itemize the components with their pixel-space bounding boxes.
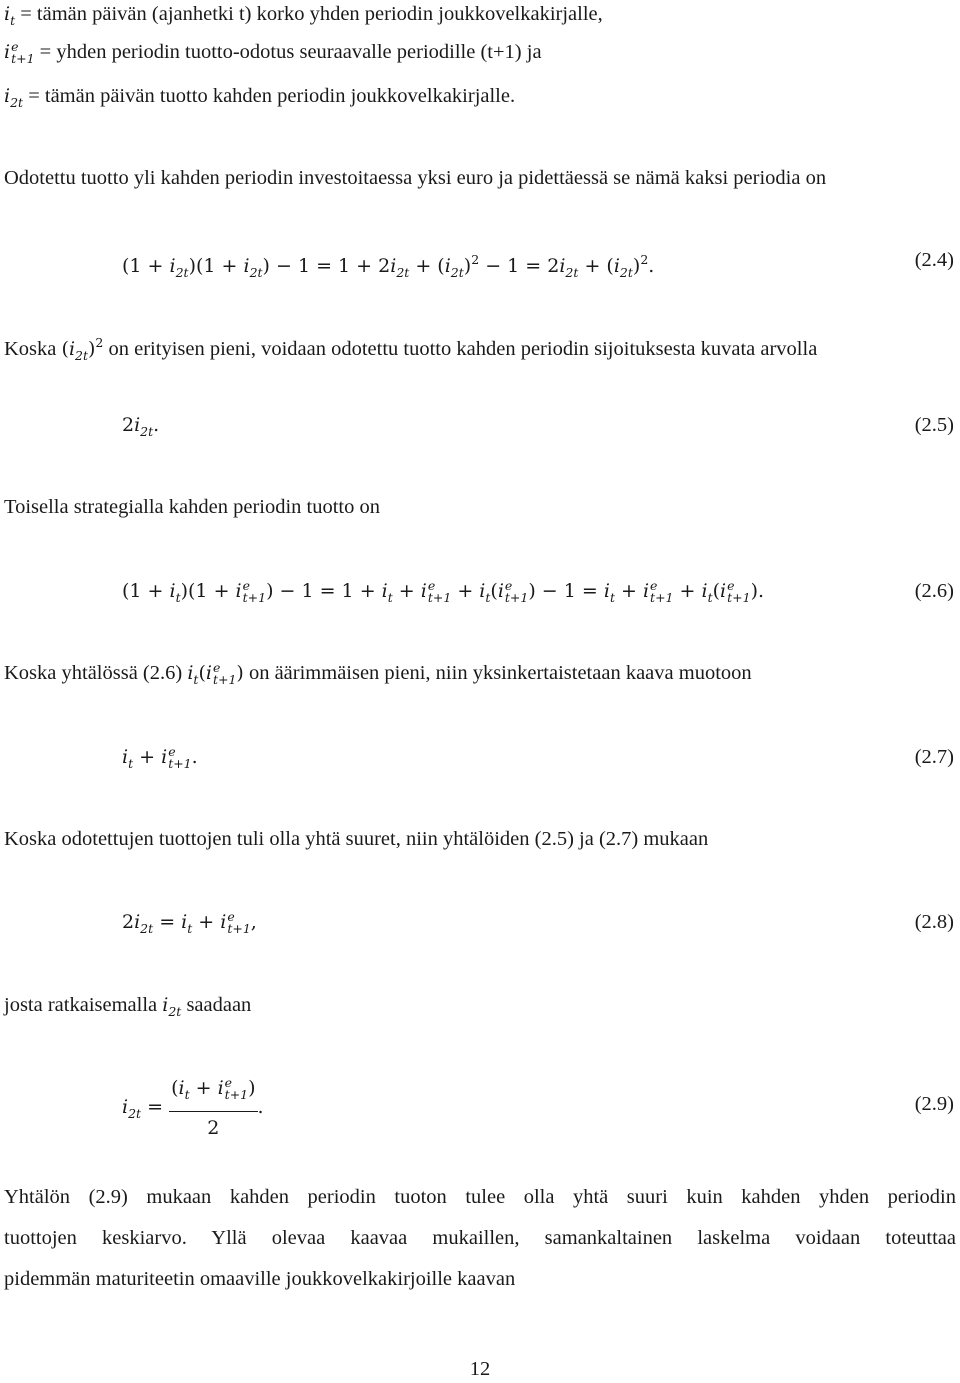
paragraph-conclusion-line-3: pidemmän maturiteetin omaaville joukkovelkakirjoille kaavan [4,1268,516,1290]
definition-text: = tämän päivän (ajanhetki t) korko yhden periodin joukkovelkakirjalle, [15,3,603,25]
equation-number-2-6: (2.6) [914,580,954,602]
definition-i-2t [4,82,515,117]
definition-text: = tämän päivän tuotto kahden periodin joukkovelkakirjalle. [23,85,516,107]
equation-2-9: $i_{2t}$ = ($i_t + i$ e t+1 ) 2 . [122,1074,264,1142]
symbol-product-term: $i_t(i$ e t+1 ) [187,659,244,687]
equation-2-4: $(1 + i_{2t})(1 + i_{2t}) - 1 = 1 + 2i_{2t} + (i_{2t})^2 - 1 = 2i_{2t} + (i_{2t})^2$. [122,252,655,280]
symbol-i-2t: $i_{2t}$ [162,994,182,1019]
paragraph-text: on erityisen pieni, voidaan odotettu tuotto kahden periodin sijoituksesta kuvata arvolla [103,338,818,360]
equation-number-2-7: (2.7) [914,746,954,768]
symbol-i-2t-squared: $(i_{2t})^2$ [61,335,104,363]
fraction: ($i_t + i$ e t+1 ) 2 [171,1074,256,1139]
paragraph-expected-return: Odotettu tuotto yli kahden periodin investoitaessa yksi euro ja pidettäessä se nämä kaksi periodia on [4,167,827,189]
equation-2-6: $(1 + i_t)(1 + i$ e t+1 ) − $1 = 1 + i_t + i$ e t+1 + $i_t(i$ e t+1 ) − $1 = i_t + i$ e t+1 + $i_t(i$ e t+1 ). [122,577,765,605]
equation-number-2-8: (2.8) [914,911,954,933]
equation-2-7: $i_t + i$ e t+1 . [122,743,198,771]
paragraph-solve [4,991,251,1026]
equation-2-8: $2i_{2t} = i_t + i$ e t+1 , [122,908,257,936]
paragraph-conclusion-line-2: tuottojen keskiarvo. Yllä olevaa kaavaa mukaillen, samankaltainen laskelma voidaan toteuttaa [4,1227,956,1249]
paragraph-text: josta ratkaisemalla [4,994,163,1016]
paragraph-conclusion-line-1: Yhtälön (2.9) mukaan kahden periodin tuoton tulee olla yhtä suuri kuin kahden yhden periodin [4,1186,956,1208]
equation-number-2-9: (2.9) [914,1093,954,1115]
symbol-i-t: $i_t$ [4,3,16,28]
paragraph-text: on äärimmäisen pieni, niin yksinkertaistetaan kaava muotoon [243,662,752,684]
equation-number-2-4: (2.4) [914,249,954,271]
definition-text: = yhden periodin tuotto-odotus seuraavalle periodille (t+1) ja [34,41,542,63]
page-number: 12 [469,1358,491,1380]
paragraph-simplify [4,659,752,694]
paragraph-small-square [4,329,817,370]
equation-number-2-5: (2.5) [914,414,954,436]
paragraph-equal-returns: Koska odotettujen tuottojen tuli olla yhtä suuret, niin yhtälöiden (2.5) ja (2.7) mukaan [4,828,709,850]
symbol-i-t1-e: i e t+1 [4,38,35,66]
symbol-i-2t: $i_{2t}$ [4,85,24,110]
equation-2-5: $2i_{2t}$. [122,414,160,439]
definition-i-t1-expected [4,38,542,66]
paragraph-text: Koska [4,338,62,360]
paragraph-text: saadaan [181,994,252,1016]
definition-i-t [4,0,603,35]
paragraph-second-strategy: Toisella strategialla kahden periodin tuotto on [4,496,381,518]
paragraph-text: Koska yhtälössä (2.6) [4,662,188,684]
